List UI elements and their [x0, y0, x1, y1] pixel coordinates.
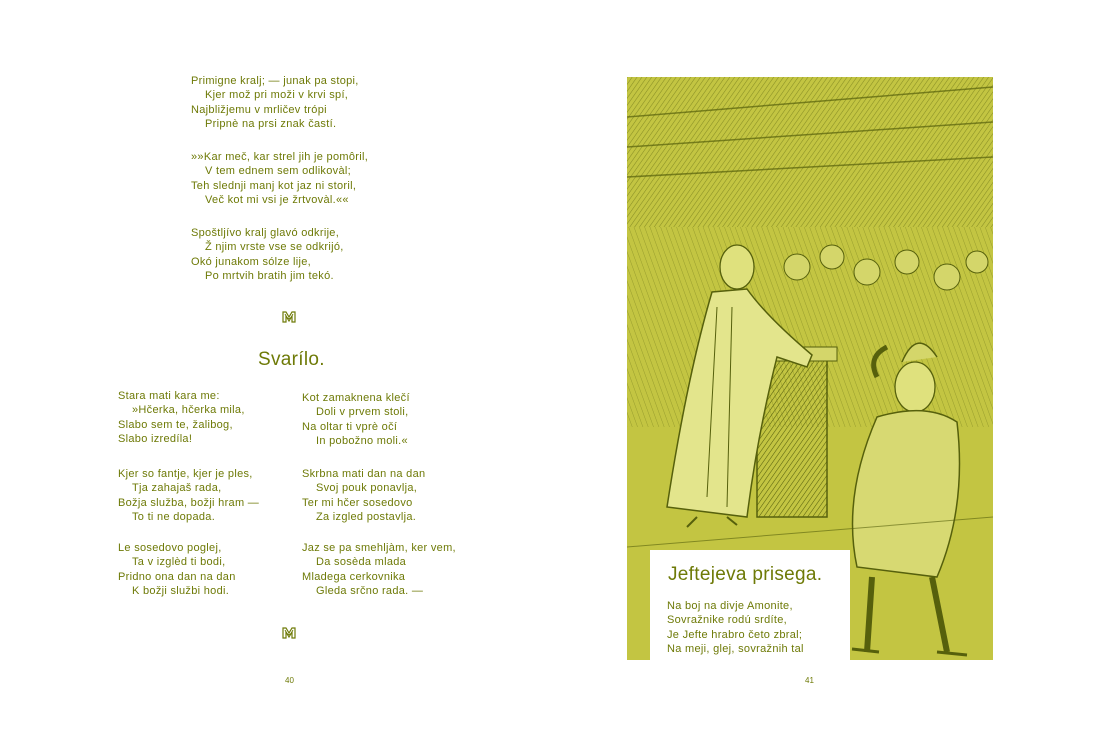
poem-stanza	[302, 467, 425, 524]
verse-line: Na boj na divje Amonite,	[667, 600, 793, 612]
verse-line: Najbližjemu v mrličev trópi	[191, 103, 327, 116]
verse-line: Ž njim vrste vse se odkrijó,	[205, 241, 344, 254]
opening-stanza-3	[191, 226, 344, 283]
verse-line: Je Jefte hrabro četo zbral;	[667, 628, 803, 641]
verse-line: Jaz se pa smehljàm, ker vem,	[302, 542, 456, 554]
verse-line: Božja služba, božji hram —	[118, 496, 260, 509]
verse-line: Teh slednji manj kot jaz ni storil,	[191, 179, 357, 192]
verse-line: To ti ne dopada.	[132, 510, 216, 523]
verse-line: K božji službi hodi.	[132, 584, 230, 597]
verse-line: Tja zahajaš rada,	[132, 482, 222, 495]
verse-line: Spoštljívo kralj glavó odkrije,	[191, 227, 340, 239]
poem-title: Svarílo.	[258, 349, 325, 370]
verse-line: Primigne kralj; — junak pa stopi,	[191, 75, 359, 87]
verse-line: Stara mati kara me:	[118, 390, 220, 402]
verse-line: Da sosèda mlada	[316, 556, 407, 569]
fleuron-icon	[282, 310, 296, 324]
verse-line: »Hčerka, hčerka mila,	[132, 404, 245, 417]
verse-line: Okó junakom sólze lije,	[191, 255, 312, 268]
verse-line: Kjer mož pri moži v krvi spí,	[205, 89, 349, 102]
verse-line: Slabo sem te, žalibog,	[118, 418, 233, 431]
verse-line: Ter mi hčer sosedovo	[302, 496, 413, 509]
verse-line: Svoj pouk ponavlja,	[316, 482, 418, 495]
verse-line: Po mrtvih bratih jim tekó.	[205, 269, 334, 282]
verse-line: Na meji, glej, sovražnih tal	[667, 642, 804, 655]
poem-stanza	[118, 541, 236, 598]
verse-line: Sovražnike rodú srdíte,	[667, 614, 788, 627]
verse-line: Mladega cerkovnika	[302, 570, 406, 583]
poem-title: Jeftejeva prisega.	[668, 564, 823, 585]
poem-stanza	[667, 599, 804, 656]
poem-stanza	[302, 391, 410, 448]
verse-line: Gleda srčno rada. —	[316, 584, 424, 597]
verse-line: Pridno ona dan na dan	[118, 570, 236, 583]
verse-line: Pripnè na prsi znak častí.	[205, 117, 337, 130]
opening-stanza-1	[191, 74, 359, 131]
page-number: 40	[285, 676, 294, 685]
verse-line: »»Kar meč, kar strel jih je pomôril,	[191, 151, 369, 163]
verse-line: Doli v prvem stoli,	[316, 406, 409, 419]
verse-line: Ta v izglèd ti bodi,	[132, 556, 226, 569]
verse-line: Več kot mi vsi je žrtvovàl.««	[205, 193, 349, 206]
verse-line: Kot zamaknena klečí	[302, 392, 410, 404]
poem-stanza	[302, 541, 456, 598]
opening-stanza-2	[191, 150, 368, 207]
verse-line: Slabo izredíla!	[118, 432, 193, 445]
verse-line: Na oltar ti vprè očí	[302, 420, 398, 433]
fleuron-icon	[282, 626, 296, 640]
poem-stanza	[118, 389, 245, 446]
verse-line: Kjer so fantje, kjer je ples,	[118, 468, 253, 480]
poem-stanza	[118, 467, 259, 524]
page-number: 41	[805, 676, 814, 685]
verse-line: In pobožno moli.«	[316, 434, 408, 447]
verse-line: Za izgled postavlja.	[316, 510, 417, 523]
verse-line: Le sosedovo poglej,	[118, 542, 222, 554]
verse-line: Skrbna mati dan na dan	[302, 468, 426, 480]
verse-line: V tem ednem sem odlikovàl;	[205, 165, 351, 178]
